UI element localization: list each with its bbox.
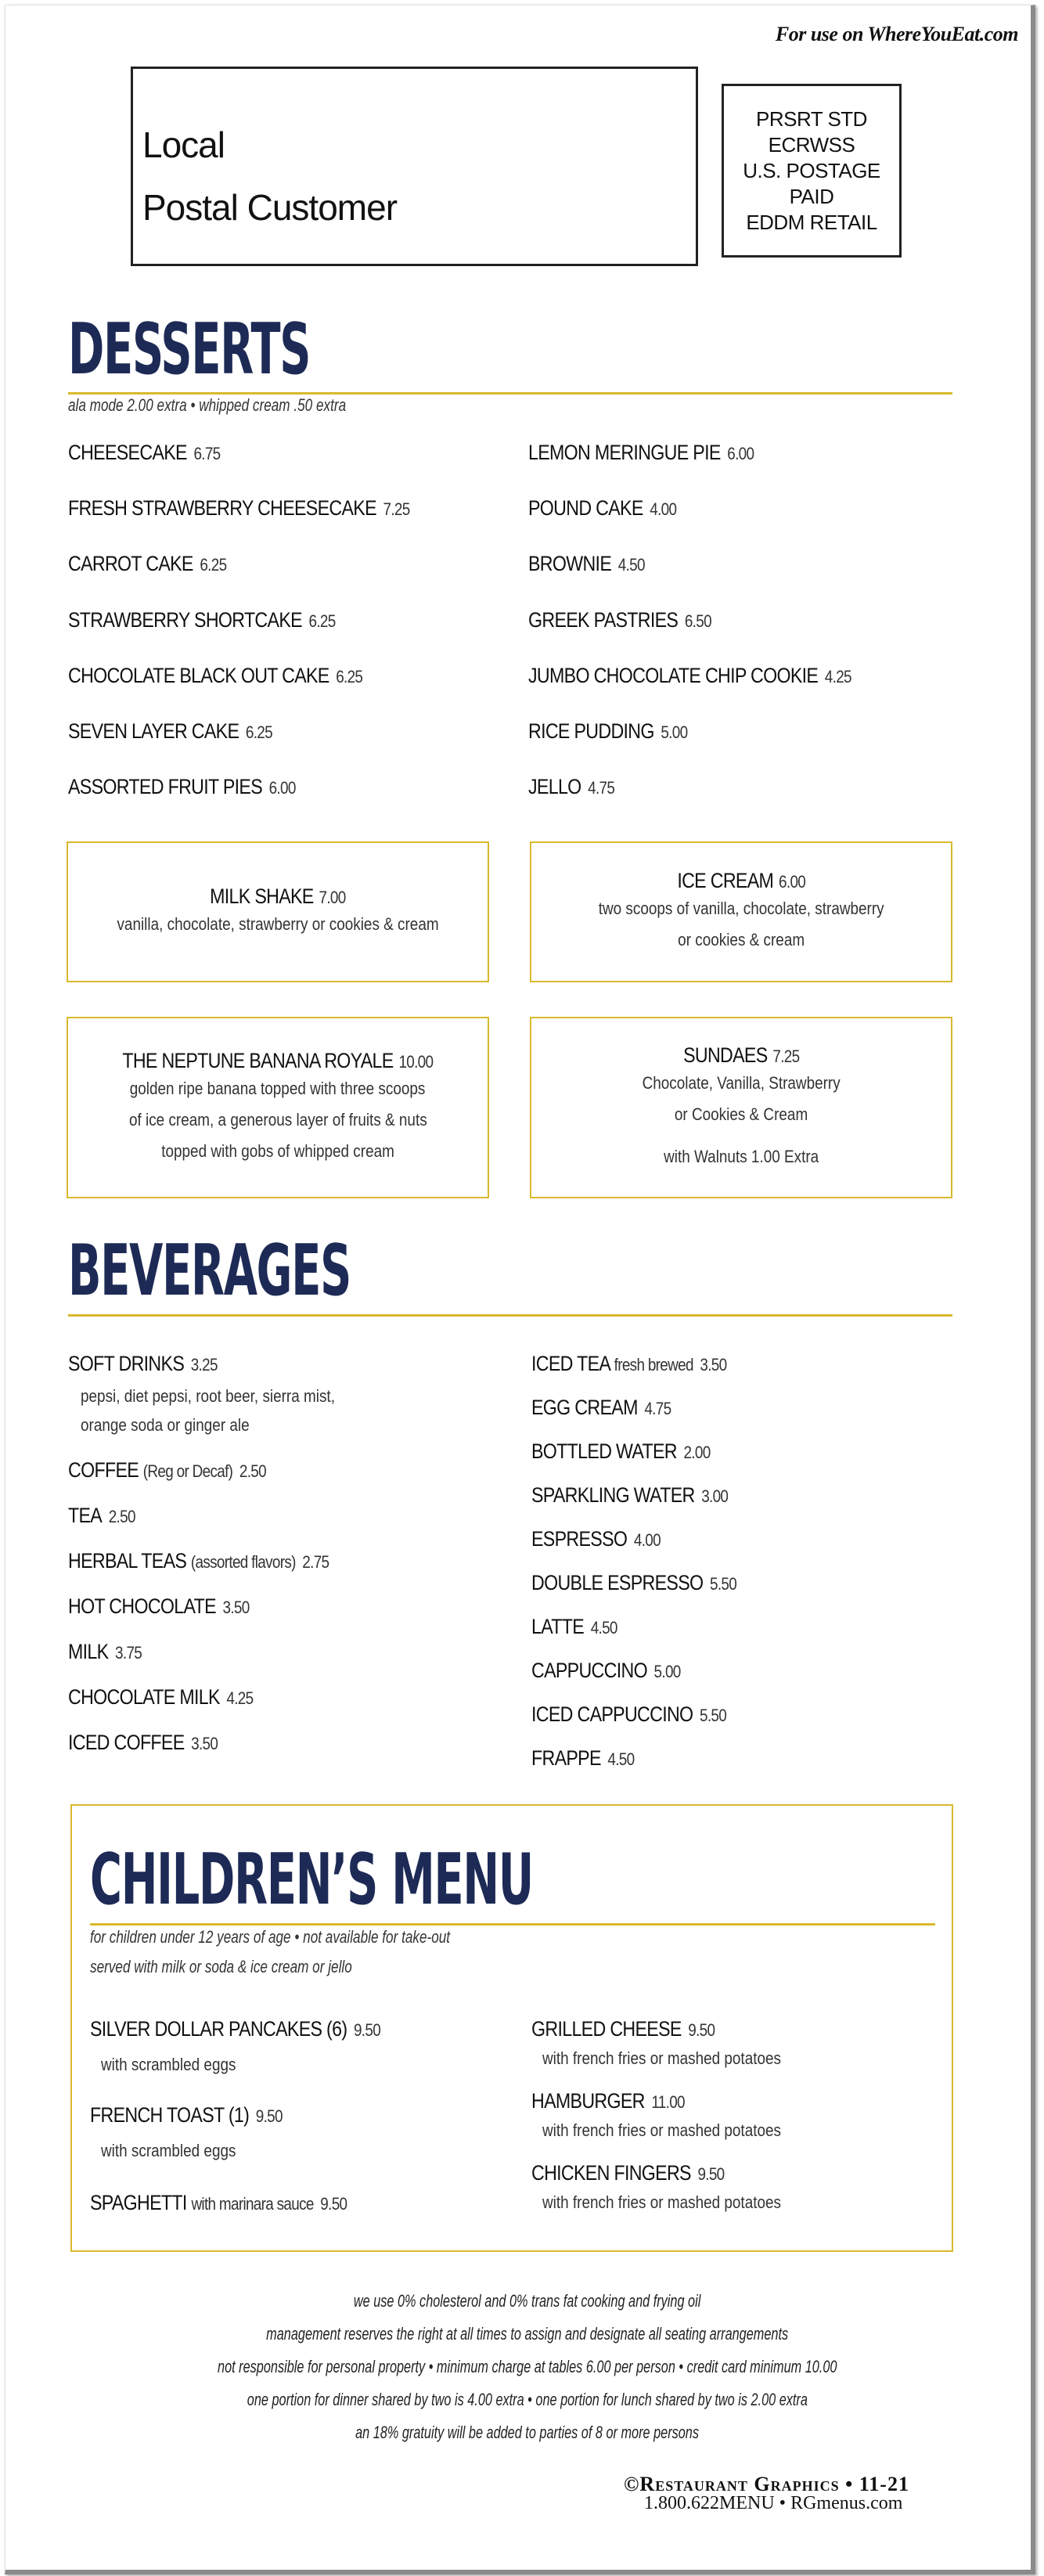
item-description: with scrambled eggs xyxy=(101,2055,236,2074)
postage-line: ECRWSS xyxy=(768,132,855,157)
menu-item: STRAWBERRY SHORTCAKE 6.25 xyxy=(68,608,336,632)
childrens-menu-title: CHILDREN’S MENU xyxy=(90,1839,533,1921)
childrens-note-2: served with milk or soda & ice cream or jello xyxy=(90,1957,352,1976)
desserts-rule xyxy=(68,392,952,395)
menu-item: ICED TEA fresh brewed 3.50 xyxy=(531,1352,727,1375)
menu-item: CAPPUCCINO 5.00 xyxy=(531,1659,681,1682)
menu-item: GRILLED CHEESE 9.50 xyxy=(531,2017,715,2041)
menu-item: TEA 2.50 xyxy=(68,1504,135,1527)
menu-item: HOT CHOCOLATE 3.50 xyxy=(68,1594,250,1618)
menu-item: GREEK PASTRIES 6.50 xyxy=(528,608,711,632)
menu-item: CHICKEN FINGERS 9.50 xyxy=(531,2161,725,2185)
menu-item: BOTTLED WATER 2.00 xyxy=(531,1439,711,1463)
item-description: pepsi, diet pepsi, root beer, sierra mist, xyxy=(81,1386,335,1406)
childrens-rule xyxy=(90,1923,935,1926)
menu-page xyxy=(5,5,1035,2574)
address-box xyxy=(131,67,698,266)
menu-item: CHEESECAKE 6.75 xyxy=(68,441,221,464)
menu-item: CHOCOLATE MILK 4.25 xyxy=(68,1685,254,1709)
footer-note: an 18% gratuity will be added to parties of 8 or more persons xyxy=(355,2423,700,2442)
menu-item: FRESH STRAWBERRY CHEESECAKE 7.25 xyxy=(68,496,410,520)
footer-note: management reserves the right at all times to assign and designate all seating arrangements xyxy=(266,2324,789,2344)
menu-item: JELLO 4.75 xyxy=(528,775,615,798)
menu-item: FRENCH TOAST (1) 9.50 xyxy=(90,2103,283,2127)
beverages-rule xyxy=(68,1314,952,1317)
footer-note: we use 0% cholesterol and 0% trans fat cooking and frying oil xyxy=(354,2291,701,2311)
postage-line: PAID xyxy=(789,184,834,208)
feature-box-ice-cream: ICE CREAM 6.00 two scoops of vanilla, chocolate, strawberry or cookies & cream xyxy=(530,841,952,982)
menu-item: POUND CAKE 4.00 xyxy=(528,496,677,520)
menu-item: ASSORTED FRUIT PIES 6.00 xyxy=(68,775,296,798)
menu-item: COFFEE (Reg or Decaf) 2.50 xyxy=(68,1458,266,1482)
menu-item: CARROT CAKE 6.25 xyxy=(68,552,227,575)
postage-indicia xyxy=(722,84,902,258)
desserts-note: ala mode 2.00 extra • whipped cream .50 extra xyxy=(68,395,347,415)
menu-item: FRAPPE 4.50 xyxy=(531,1746,635,1770)
menu-item: JUMBO CHOCOLATE CHIP COOKIE 4.25 xyxy=(528,664,851,687)
address-line-1: Local xyxy=(142,124,225,165)
postage-line: PRSRT STD xyxy=(756,106,867,131)
address-line-2: Postal Customer xyxy=(142,187,398,228)
menu-item: LATTE 4.50 xyxy=(531,1615,617,1638)
menu-item: ICED CAPPUCCINO 5.50 xyxy=(531,1702,727,1726)
menu-item: SPARKLING WATER 3.00 xyxy=(531,1483,729,1507)
menu-item: HAMBURGER 11.00 xyxy=(531,2089,685,2113)
postage-line: U.S. POSTAGE xyxy=(743,158,880,182)
menu-item: SILVER DOLLAR PANCAKES (6) 9.50 xyxy=(90,2017,381,2041)
menu-item: HERBAL TEAS (assorted flavors) 2.75 xyxy=(68,1549,329,1573)
menu-item: ESPRESSO 4.00 xyxy=(531,1527,661,1551)
credit-line-2: 1.800.622MENU • RGmenus.com xyxy=(644,2493,903,2513)
item-description: with french fries or mashed potatoes xyxy=(542,2120,781,2140)
menu-item: EGG CREAM 4.75 xyxy=(531,1396,671,1419)
feature-box-neptune-banana-royale: THE NEPTUNE BANANA ROYALE 10.00 golden ripe banana topped with three scoops of ice cream, a generous layer of fruits & nuts topped with gobs of whipped cream xyxy=(67,1017,489,1198)
menu-item: LEMON MERINGUE PIE 6.00 xyxy=(528,441,754,464)
feature-box-sundaes: SUNDAES 7.25 Chocolate, Vanilla, Strawberry or Cookies & Cream with Walnuts 1.00 Extra xyxy=(530,1017,952,1198)
menu-item: BROWNIE 4.50 xyxy=(528,552,645,575)
feature-box-milk-shake: MILK SHAKE 7.00 vanilla, chocolate, strawberry or cookies & cream xyxy=(67,841,489,982)
menu-item: ICED COFFEE 3.50 xyxy=(68,1731,218,1754)
menu-item: RICE PUDDING 5.00 xyxy=(528,719,688,743)
menu-item: SOFT DRINKS 3.25 xyxy=(68,1352,218,1375)
item-description: with scrambled eggs xyxy=(101,2141,236,2160)
menu-item: MILK 3.75 xyxy=(68,1640,142,1663)
menu-item: SEVEN LAYER CAKE 6.25 xyxy=(68,719,272,743)
item-description: with french fries or mashed potatoes xyxy=(542,2048,781,2068)
footer-note: one portion for dinner shared by two is 4.00 extra • one portion for lunch shared by two is 2.00 extra xyxy=(247,2390,808,2409)
beverages-title: BEVERAGES xyxy=(68,1230,351,1312)
desserts-title: DESSERTS xyxy=(68,308,311,391)
item-description: orange soda or ginger ale xyxy=(81,1415,250,1435)
restaurant-graphics-credit xyxy=(624,2473,909,2514)
menu-item: SPAGHETTI with marinara sauce 9.50 xyxy=(90,2191,347,2214)
postage-line: EDDM RETAIL xyxy=(746,210,877,234)
item-description: with french fries or mashed potatoes xyxy=(542,2192,781,2212)
footer-note: not responsible for personal property • minimum charge at tables 6.00 per person • credit card minimum 10.00 xyxy=(218,2357,837,2376)
menu-item: CHOCOLATE BLACK OUT CAKE 6.25 xyxy=(68,664,363,687)
credit-line-1: ©Restaurant Graphics • 11-21 xyxy=(624,2473,909,2495)
childrens-note-1: for children under 12 years of age • not available for take-out xyxy=(90,1927,451,1947)
watermark: For use on WhereYouEat.com xyxy=(775,23,1018,45)
menu-item: DOUBLE ESPRESSO 5.50 xyxy=(531,1571,737,1594)
